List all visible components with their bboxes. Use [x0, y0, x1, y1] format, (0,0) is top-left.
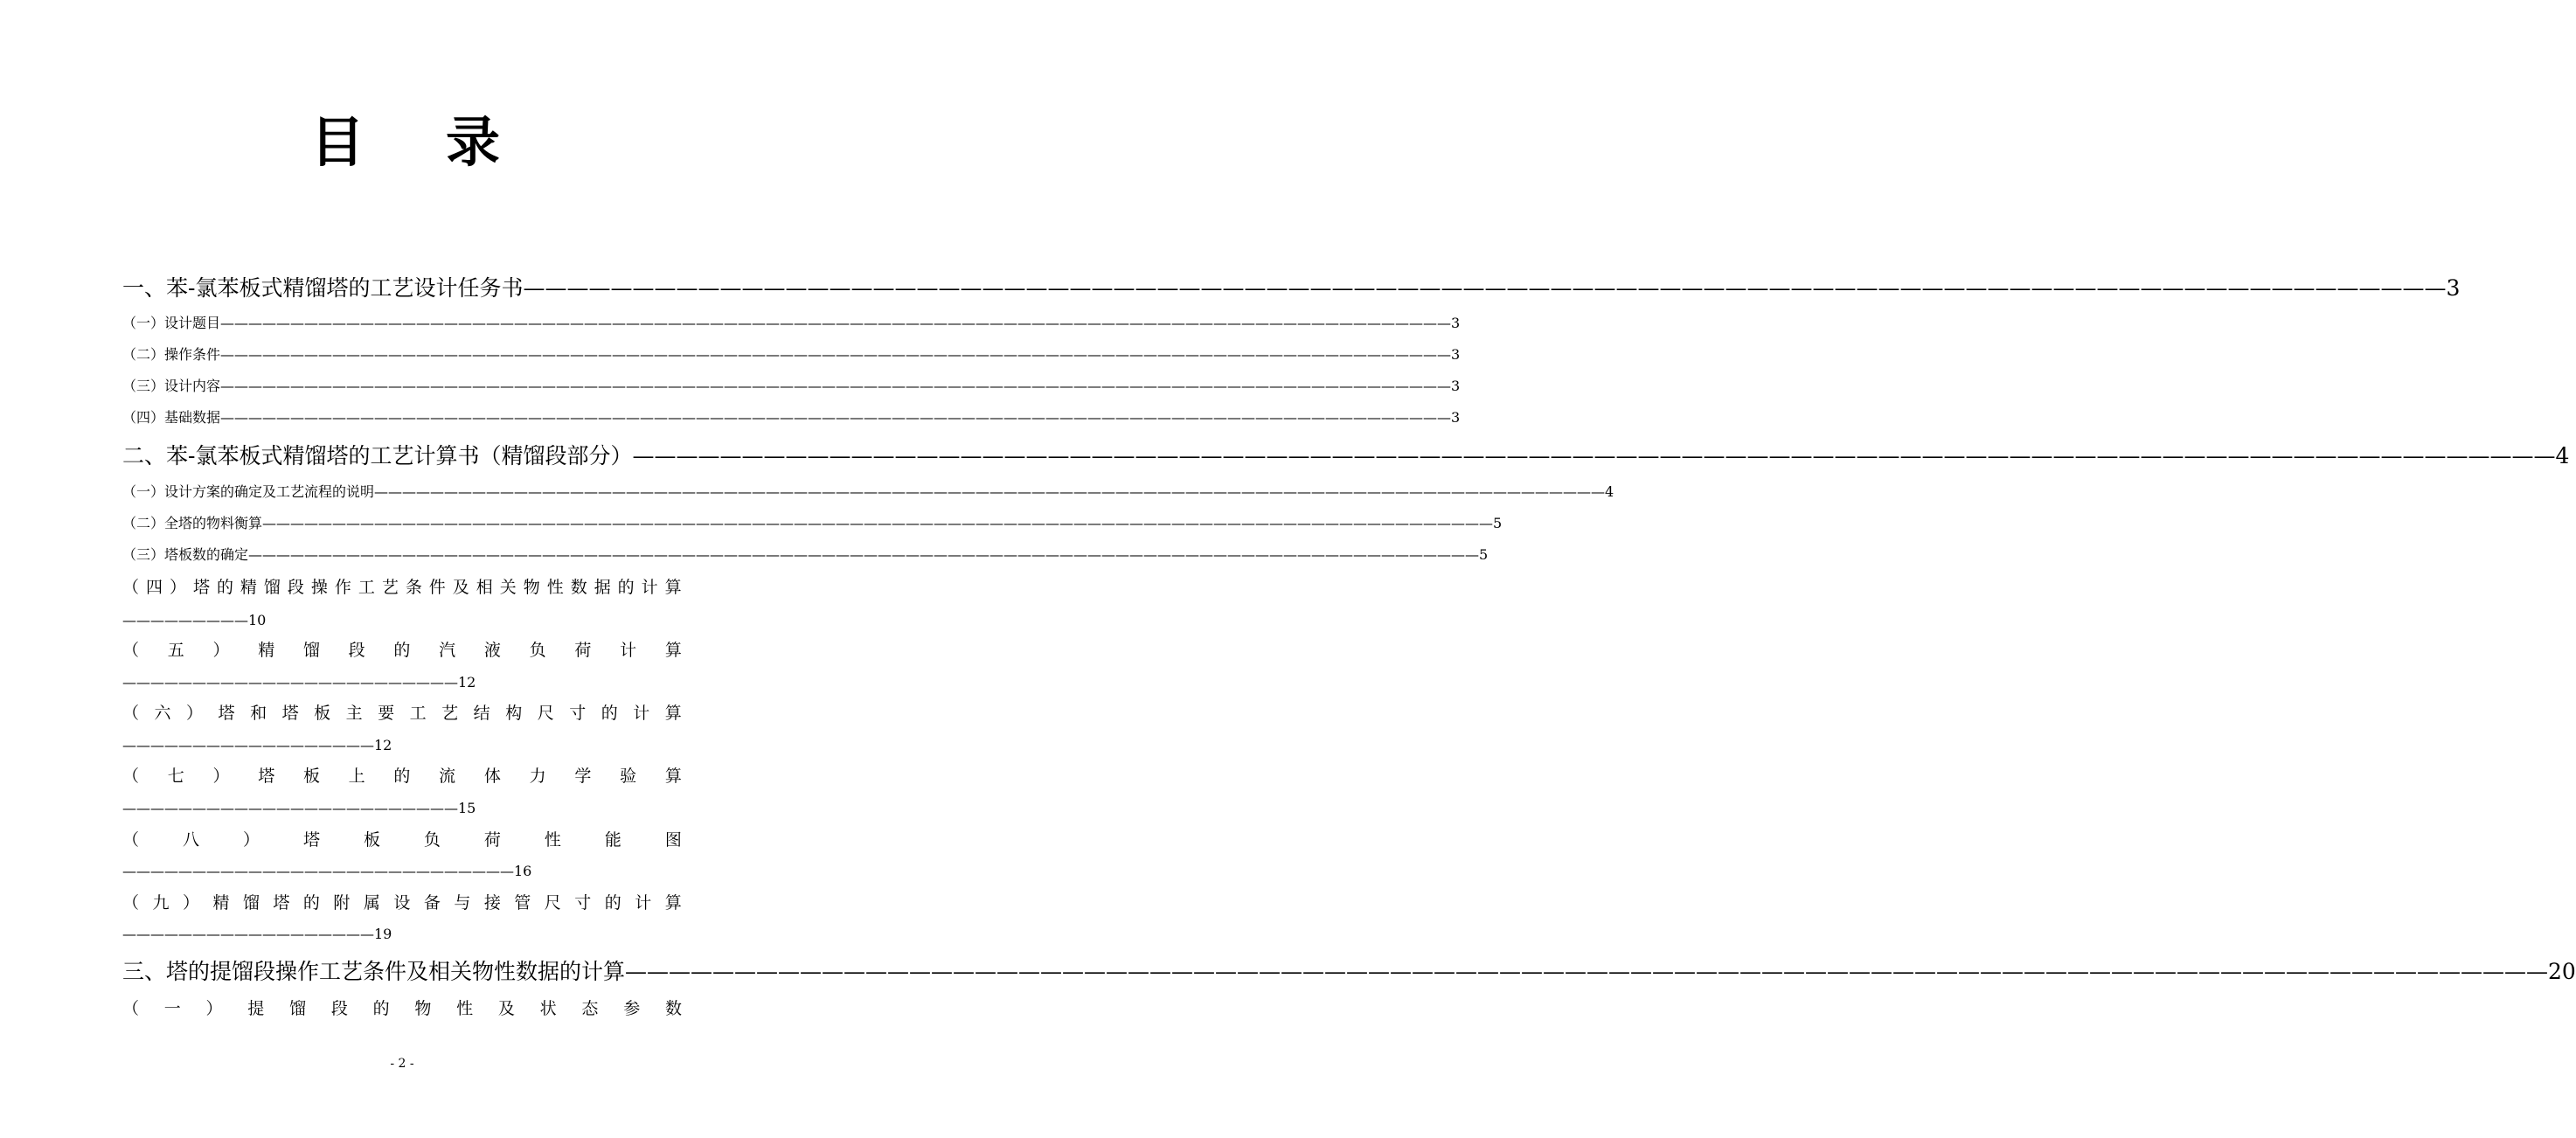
toc-entry-char: 塔: [281, 704, 299, 723]
toc-entry-char: 与: [454, 893, 471, 912]
toc-entry-char: （: [122, 641, 140, 660]
toc-entry-char: 汽: [439, 641, 456, 660]
toc-entry-char: 结: [473, 704, 490, 723]
toc-entry-char: 操: [310, 578, 328, 597]
toc-entry-char: 寸: [569, 704, 587, 723]
toc-entry-char: 荷: [574, 641, 592, 660]
toc-leader: [625, 956, 2548, 988]
toc-entry-char: ）: [186, 704, 204, 723]
toc-page-number: 3: [1451, 346, 1461, 363]
toc-entry-char: 力: [529, 767, 546, 786]
toc-entry-char: 数: [570, 578, 587, 597]
toc-entry-char: 相: [476, 578, 493, 597]
toc-entry-char: 尺: [544, 893, 561, 912]
toc-entry-char: 艺: [441, 704, 459, 723]
toc-leader: ————————————————————————————: [122, 863, 514, 879]
toc-entry-char: 负: [529, 641, 546, 660]
toc-entry-2-8[interactable]: [122, 827, 682, 853]
toc-entry-char: 的: [372, 999, 390, 1018]
toc-entry-char: 塔: [273, 893, 290, 912]
toc-entry-char: 工: [358, 578, 375, 597]
toc-entry-char: 计: [641, 578, 658, 597]
toc-entry-char: ）: [212, 767, 230, 786]
toc-leader: [220, 343, 1451, 366]
toc-entry-3-1[interactable]: [122, 996, 682, 1022]
toc-page-number: 12: [374, 737, 392, 753]
toc-page-number: 12: [458, 674, 476, 690]
toc-entry-char: 尺: [537, 704, 554, 723]
toc-leader: [220, 375, 1451, 398]
toc-leader: [262, 512, 1493, 535]
toc-entry-2-4-tail: [122, 609, 266, 632]
toc-entry-char: 段: [330, 999, 348, 1018]
toc-leader: [248, 544, 1479, 566]
toc-entry-char: 流: [439, 767, 456, 786]
toc-entry-char: 件: [428, 578, 446, 597]
toc-leader: —————————: [122, 612, 248, 628]
toc-leader: ————————————————————————: [122, 800, 458, 816]
toc-entry-1[interactable]: [122, 273, 2461, 304]
toc-entry-char: ）: [169, 578, 186, 597]
toc-entry-2-8-tail: [122, 860, 531, 883]
toc-entry-char: 体: [483, 767, 501, 786]
toc-entry-text: （一）设计题目: [122, 315, 221, 331]
toc-leader: [523, 273, 2446, 304]
toc-entry-char: 数: [664, 999, 682, 1018]
toc-entry-2-5-tail: [122, 671, 476, 694]
toc-entry-char: 上: [348, 767, 365, 786]
toc-entry-char: 作: [334, 578, 351, 597]
toc-entry-char: 图: [664, 830, 682, 850]
toc-page-number: 3: [1451, 409, 1461, 426]
toc-entry-char: 的: [604, 893, 621, 912]
toc-entry-char: 条: [405, 578, 422, 597]
toc-entry-char: 馏: [289, 999, 307, 1018]
toc-entry-text: 一、苯-氯苯板式精馏塔的工艺设计任务书: [122, 275, 524, 301]
toc-entry-char: 设: [393, 893, 411, 912]
toc-entry-char: （: [122, 830, 140, 850]
toc-entry-char: 液: [483, 641, 501, 660]
toc-entry-char: 塔: [258, 767, 275, 786]
toc-entry-char: 态: [581, 999, 599, 1018]
toc-page-number: 4: [1605, 483, 1614, 500]
toc-entry-char: 七: [167, 767, 184, 786]
toc-entry-char: 计: [635, 893, 652, 912]
toc-entry-char: 关: [499, 578, 517, 597]
toc-entry-2-7[interactable]: [122, 763, 682, 789]
toc-entry-char: 负: [423, 830, 441, 850]
toc-page-number: 3: [1451, 315, 1461, 331]
toc-entry-char: 的: [617, 578, 635, 597]
toc-page-number: 3: [1451, 378, 1461, 394]
toc-entry-char: 工: [409, 704, 427, 723]
toc-entry-char: 备: [423, 893, 441, 912]
toc-entry-char: 八: [182, 830, 199, 850]
toc-entry-char: 荷: [483, 830, 501, 850]
toc-entry-char: 附: [333, 893, 351, 912]
toc-entry-1-2[interactable]: [122, 343, 1461, 366]
title-char-1: 目: [310, 110, 365, 174]
toc-entry-char: 的: [393, 767, 411, 786]
toc-leader: ——————————————————: [122, 737, 374, 753]
toc-entry-2-6[interactable]: [122, 700, 682, 726]
toc-entry-2-4[interactable]: [122, 574, 682, 600]
toc-entry-1-1[interactable]: [122, 312, 1461, 335]
toc-entry-char: 板: [363, 830, 380, 850]
toc-entry-char: 塔: [192, 578, 210, 597]
toc-page-number: 20: [2548, 959, 2576, 984]
toc-entry-char: 和: [250, 704, 267, 723]
toc-entry-char: 性: [544, 830, 561, 850]
toc-entry-char: 板: [314, 704, 331, 723]
toc-entry-char: 五: [167, 641, 184, 660]
toc-entry-char: 及: [497, 999, 515, 1018]
toc-entry-char: 馏: [242, 893, 260, 912]
toc-entry-char: 段: [287, 578, 304, 597]
toc-entry-char: ）: [212, 641, 230, 660]
toc-entry-char: 计: [620, 641, 637, 660]
toc-entry-char: 精: [212, 893, 230, 912]
toc-entry-char: 寸: [574, 893, 592, 912]
toc-leader: [220, 312, 1451, 335]
toc-entry-char: 算: [664, 578, 682, 597]
toc-entry-char: （: [122, 704, 140, 723]
toc-entry-char: （: [122, 767, 140, 786]
toc-entry-text: 三、塔的提馏段操作工艺条件及相关物性数据的计算: [122, 959, 626, 984]
toc-entry-text: （二）全塔的物料衡算: [122, 515, 263, 531]
toc-entry-char: 板: [302, 767, 320, 786]
toc-entry-char: （: [122, 999, 140, 1018]
toc-entry-char: 段: [348, 641, 365, 660]
toc-entry-char: （: [122, 893, 140, 912]
toc-entry-char: 四: [145, 578, 163, 597]
toc-entry-char: 性: [456, 999, 474, 1018]
toc-entry-char: 及: [452, 578, 469, 597]
toc-entry-char: 参: [623, 999, 641, 1018]
toc-entry-char: 属: [363, 893, 380, 912]
toc-entry-char: 能: [604, 830, 621, 850]
toc-leader: ——————————————————: [122, 926, 374, 942]
toc-entry-2-5[interactable]: [122, 637, 682, 663]
toc-entry-char: 馏: [302, 641, 320, 660]
toc-entry-char: 艺: [381, 578, 399, 597]
toc-entry-1-4[interactable]: [122, 406, 1461, 429]
toc-entry-char: 计: [633, 704, 650, 723]
toc-entry-2[interactable]: [122, 441, 2570, 472]
toc-entry-char: 的: [601, 704, 618, 723]
toc-entry-2-1[interactable]: [122, 481, 1614, 503]
toc-entry-2-9-tail: [122, 923, 392, 946]
toc-entry-text: （三）塔板数的确定: [122, 546, 249, 563]
toc-entry-text: （三）设计内容: [122, 378, 221, 394]
toc-page-number: 19: [374, 926, 392, 942]
toc-entry-char: 的: [302, 893, 320, 912]
toc-entry-char: 塔: [218, 704, 235, 723]
toc-page-number: 10: [248, 612, 267, 628]
toc-entry-char: 算: [664, 767, 682, 786]
toc-entry-char: ）: [242, 830, 260, 850]
toc-entry-char: 算: [664, 641, 682, 660]
toc-leader: [632, 441, 2555, 472]
toc-entry-text: （四）基础数据: [122, 409, 221, 426]
toc-page-number: 5: [1479, 546, 1489, 563]
toc-page-number: 3: [2446, 275, 2461, 301]
toc-entry-char: 九: [152, 893, 170, 912]
toc-entry-char: 管: [514, 893, 531, 912]
toc-entry-text: 二、苯-氯苯板式精馏塔的工艺计算书（精馏段部分）: [122, 443, 633, 468]
toc-entry-char: 算: [664, 893, 682, 912]
toc-entry-char: 学: [574, 767, 592, 786]
toc-page-number: 16: [514, 863, 532, 879]
page-number-footer: - 2 -: [390, 1057, 414, 1071]
toc-page-number: 15: [458, 800, 476, 816]
toc-entry-2-2[interactable]: [122, 512, 1503, 535]
toc-entry-1-3[interactable]: [122, 375, 1461, 398]
toc-entry-char: ）: [182, 893, 199, 912]
toc-entry-char: 提: [247, 999, 265, 1018]
toc-entry-char: 塔: [302, 830, 320, 850]
toc-entry-2-6-tail: [122, 734, 392, 757]
title-char-2: 录: [446, 110, 501, 174]
toc-leader: [220, 406, 1451, 429]
toc-entry-3[interactable]: [122, 956, 2576, 988]
toc-entry-2-9[interactable]: [122, 890, 682, 916]
toc-entry-char: 接: [483, 893, 501, 912]
toc-entry-char: 要: [378, 704, 395, 723]
toc-entry-char: 馏: [263, 578, 281, 597]
toc-entry-char: 六: [154, 704, 171, 723]
toc-entry-char: 算: [664, 704, 682, 723]
toc-page-number: 4: [2555, 443, 2570, 468]
toc-entry-char: （: [122, 578, 140, 597]
toc-entry-char: 精: [240, 578, 257, 597]
toc-entry-char: ）: [205, 999, 223, 1018]
toc-entry-char: 据: [594, 578, 611, 597]
toc-entry-2-7-tail: [122, 797, 476, 820]
toc-entry-char: 的: [393, 641, 411, 660]
toc-page-number: 5: [1493, 515, 1503, 531]
toc-entry-text: （二）操作条件: [122, 346, 221, 363]
toc-entry-char: 验: [620, 767, 637, 786]
toc-entry-char: 物: [523, 578, 540, 597]
toc-leader: [374, 481, 1605, 503]
toc-entry-char: 构: [505, 704, 523, 723]
toc-entry-2-3[interactable]: [122, 544, 1489, 566]
toc-entry-char: 状: [539, 999, 557, 1018]
toc-leader: ————————————————————————: [122, 674, 458, 690]
toc-entry-char: 主: [345, 704, 363, 723]
toc-entry-char: 的: [216, 578, 233, 597]
toc-entry-char: 性: [546, 578, 564, 597]
toc-entry-text: （一）设计方案的确定及工艺流程的说明: [122, 483, 375, 500]
toc-entry-char: 物: [414, 999, 432, 1018]
toc-entry-char: 精: [258, 641, 275, 660]
toc-entry-char: 一: [163, 999, 181, 1018]
